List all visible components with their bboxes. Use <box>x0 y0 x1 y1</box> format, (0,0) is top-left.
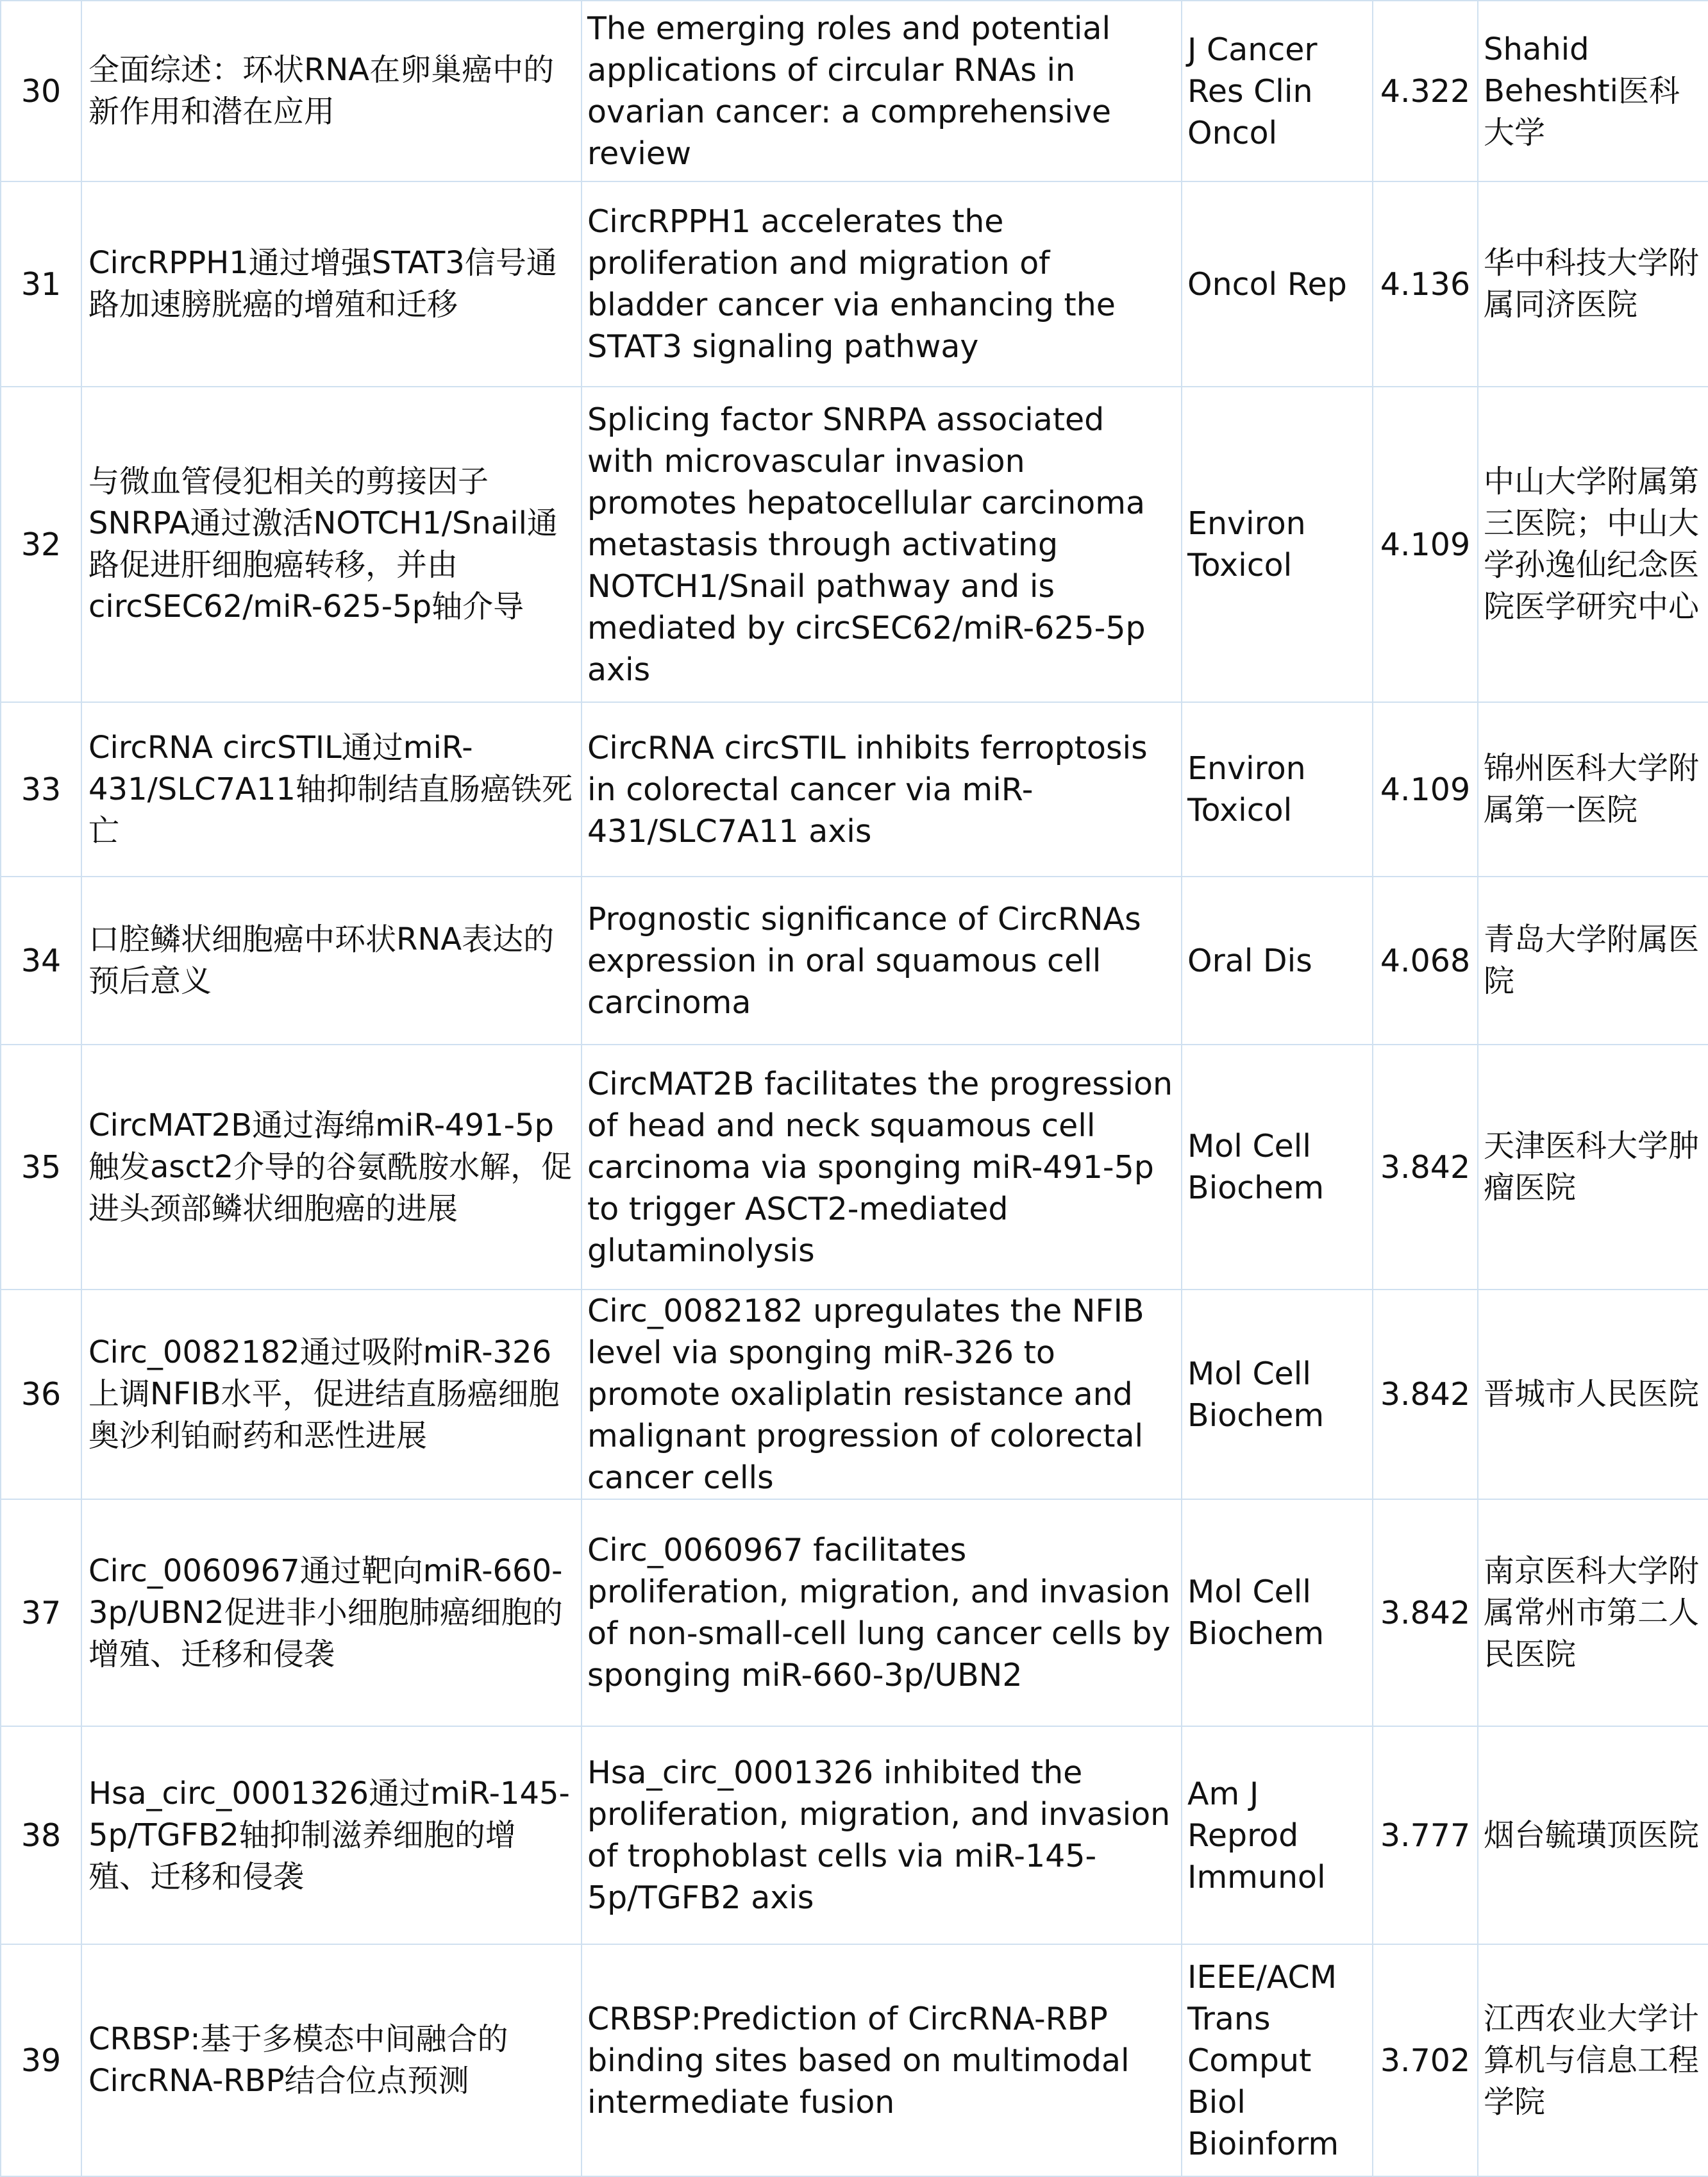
impact-factor: 3.702 <box>1373 1944 1478 2176</box>
row-number: 37 <box>1 1499 81 1726</box>
affiliation: 中山大学附属第三医院；中山大学孙逸仙纪念医院医学研究中心 <box>1478 387 1708 702</box>
impact-factor: 4.322 <box>1373 1 1478 181</box>
affiliation: 南京医科大学附属常州市第二人民医院 <box>1478 1499 1708 1726</box>
chinese-title: 与微血管侵犯相关的剪接因子SNRPA通过激活NOTCH1/Snail通路促进肝细胞癌转移，并由circSEC62/miR-625-5p轴介导 <box>81 387 582 702</box>
english-title: CRBSP:Prediction of CircRNA-RBP binding sites based on multimodal intermediate fusion <box>582 1944 1182 2176</box>
chinese-title: Circ_0082182通过吸附miR-326上调NFIB水平，促进结直肠癌细胞奥沙利铂耐药和恶性进展 <box>81 1290 582 1499</box>
journal: Mol Cell Biochem <box>1182 1045 1373 1290</box>
table-row <box>1 1290 1708 1499</box>
journal: IEEE/ACM Trans Comput Biol Bioinform <box>1182 1944 1373 2176</box>
journal: Mol Cell Biochem <box>1182 1499 1373 1726</box>
row-number: 38 <box>1 1726 81 1944</box>
table-row <box>1 877 1708 1045</box>
chinese-title: Hsa_circ_0001326通过miR-145-5p/TGFB2轴抑制滋养细胞的增殖、迁移和侵袭 <box>81 1726 582 1944</box>
chinese-title: CircRNA circSTIL通过miR-431/SLC7A11轴抑制结直肠癌铁死亡 <box>81 702 582 877</box>
affiliation: 江西农业大学计算机与信息工程学院 <box>1478 1944 1708 2176</box>
impact-factor: 4.109 <box>1373 387 1478 702</box>
journal: Environ Toxicol <box>1182 387 1373 702</box>
impact-factor: 4.136 <box>1373 181 1478 387</box>
english-title: CircRNA circSTIL inhibits ferroptosis in colorectal cancer via miR-431/SLC7A11 axis <box>582 702 1182 877</box>
table-row <box>1 1045 1708 1290</box>
journal: Am J Reprod Immunol <box>1182 1726 1373 1944</box>
affiliation: 烟台毓璜顶医院 <box>1478 1726 1708 1944</box>
affiliation: 晋城市人民医院 <box>1478 1290 1708 1499</box>
table-row <box>1 1499 1708 1726</box>
journal: Oncol Rep <box>1182 181 1373 387</box>
english-title: Splicing factor SNRPA associated with microvascular invasion promotes hepatocellular carcinoma metastasis through activating NOTCH1/Snail pathway and is mediated by circSEC62/miR-625-5p axis <box>582 387 1182 702</box>
english-title: CircRPPH1 accelerates the proliferation and migration of bladder cancer via enhancing the STAT3 signaling pathway <box>582 181 1182 387</box>
impact-factor: 3.842 <box>1373 1290 1478 1499</box>
affiliation: 青岛大学附属医院 <box>1478 877 1708 1045</box>
impact-factor: 3.777 <box>1373 1726 1478 1944</box>
affiliation: 锦州医科大学附属第一医院 <box>1478 702 1708 877</box>
chinese-title: 口腔鳞状细胞癌中环状RNA表达的预后意义 <box>81 877 582 1045</box>
chinese-title: CircRPPH1通过增强STAT3信号通路加速膀胱癌的增殖和迁移 <box>81 181 582 387</box>
english-title: CircMAT2B facilitates the progression of head and neck squamous cell carcinoma via sponging miR-491-5p to trigger ASCT2-mediated glutaminolysis <box>582 1045 1182 1290</box>
english-title: Prognostic significance of CircRNAs expression in oral squamous cell carcinoma <box>582 877 1182 1045</box>
table-row <box>1 181 1708 387</box>
table-row <box>1 1944 1708 2176</box>
english-title: Circ_0082182 upregulates the NFIB level via sponging miR-326 to promote oxaliplatin resistance and malignant progression of colorectal cancer cells <box>582 1290 1182 1499</box>
affiliation: 天津医科大学肿瘤医院 <box>1478 1045 1708 1290</box>
row-number: 32 <box>1 387 81 702</box>
table-row <box>1 387 1708 702</box>
journal: Oral Dis <box>1182 877 1373 1045</box>
impact-factor: 4.109 <box>1373 702 1478 877</box>
english-title: The emerging roles and potential applications of circular RNAs in ovarian cancer: a comprehensive review <box>582 1 1182 181</box>
journal: Mol Cell Biochem <box>1182 1290 1373 1499</box>
chinese-title: CRBSP:基于多模态中间融合的CircRNA-RBP结合位点预测 <box>81 1944 582 2176</box>
row-number: 33 <box>1 702 81 877</box>
chinese-title: CircMAT2B通过海绵miR-491-5p触发asct2介导的谷氨酰胺水解，促进头颈部鳞状细胞癌的进展 <box>81 1045 582 1290</box>
row-number: 30 <box>1 1 81 181</box>
impact-factor: 3.842 <box>1373 1499 1478 1726</box>
row-number: 34 <box>1 877 81 1045</box>
row-number: 31 <box>1 181 81 387</box>
journal: J Cancer Res Clin Oncol <box>1182 1 1373 181</box>
row-number: 36 <box>1 1290 81 1499</box>
english-title: Circ_0060967 facilitates proliferation, migration, and invasion of non-small-cell lung cancer cells by sponging miR-660-3p/UBN2 <box>582 1499 1182 1726</box>
affiliation: Shahid Beheshti医科大学 <box>1478 1 1708 181</box>
row-number: 39 <box>1 1944 81 2176</box>
english-title: Hsa_circ_0001326 inhibited the proliferation, migration, and invasion of trophoblast cells via miR-145-5p/TGFB2 axis <box>582 1726 1182 1944</box>
table-row <box>1 1 1708 181</box>
table-row <box>1 1726 1708 1944</box>
chinese-title: Circ_0060967通过靶向miR-660-3p/UBN2促进非小细胞肺癌细胞的增殖、迁移和侵袭 <box>81 1499 582 1726</box>
impact-factor: 4.068 <box>1373 877 1478 1045</box>
table-row <box>1 702 1708 877</box>
journal: Environ Toxicol <box>1182 702 1373 877</box>
row-number: 35 <box>1 1045 81 1290</box>
affiliation: 华中科技大学附属同济医院 <box>1478 181 1708 387</box>
impact-factor: 3.842 <box>1373 1045 1478 1290</box>
chinese-title: 全面综述：环状RNA在卵巢癌中的新作用和潜在应用 <box>81 1 582 181</box>
